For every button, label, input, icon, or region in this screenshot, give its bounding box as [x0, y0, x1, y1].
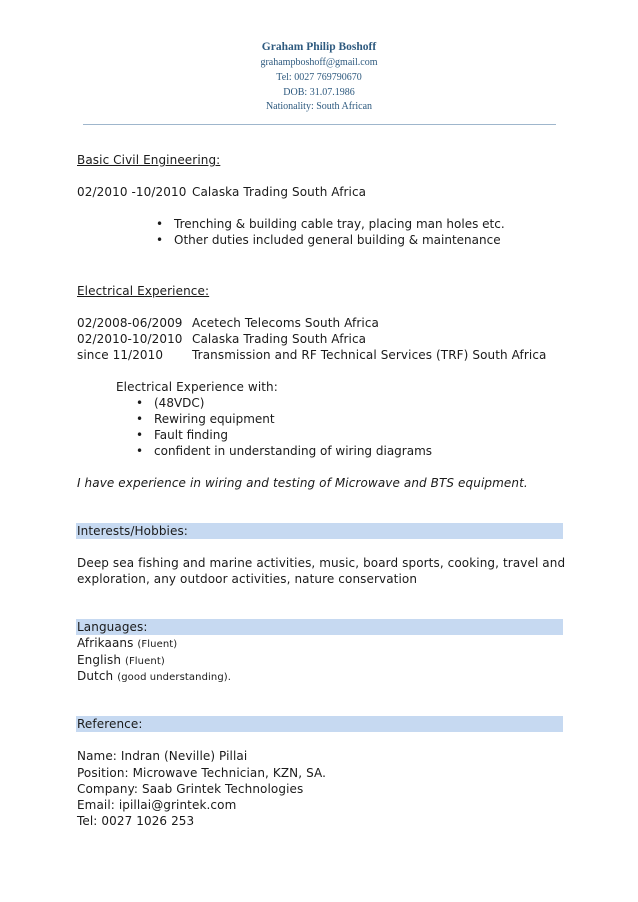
languages-band [76, 619, 563, 635]
interests-heading: Interests/Hobbies: [77, 524, 188, 538]
reference-name: Name: Indran (Neville) Pillai [77, 749, 248, 763]
electrical-statement: I have experience in wiring and testing of Microwave and BTS equipment. [77, 476, 528, 490]
reference-email: Email: ipillai@grintek.com [77, 798, 237, 812]
candidate-nationality: Nationality: South African [265, 101, 373, 112]
interests-line-1: Deep sea fishing and marine activities, music, board sports, cooking, travel and [77, 556, 566, 570]
candidate-tel: Tel: 0027 769790670 [276, 72, 362, 83]
language-level: (Fluent) [137, 639, 178, 650]
language-level: (Fluent) [124, 656, 165, 667]
electrical-with-item-3: • Fault finding [154, 428, 228, 442]
electrical-with-item-1: • (48VDC) [154, 396, 204, 410]
candidate-dob: DOB: 31.07.1986 [283, 87, 355, 98]
job-company-2: Calaska Trading South Africa [192, 332, 367, 346]
candidate-name: Graham Philip Boshoff [261, 41, 377, 53]
civil-heading: Basic Civil Engineering: [77, 153, 221, 167]
languages-heading: Languages: [77, 620, 148, 634]
civil-company: Calaska Trading South Africa [192, 185, 367, 199]
job-company-3: Transmission and RF Technical Services (TRF) South Africa [192, 348, 547, 362]
header-divider [83, 124, 556, 125]
job-period-1: 02/2008-06/2009 [77, 316, 183, 330]
language-row-2 [77, 653, 165, 667]
language-name: Afrikaans [77, 636, 134, 650]
job-period-3: since 11/2010 [77, 348, 164, 362]
reference-band [76, 716, 563, 732]
electrical-with-heading: Electrical Experience with: [116, 380, 278, 394]
language-level: (good understanding). [117, 672, 232, 683]
electrical-with-item-4: • confident in understanding of wiring diagrams [154, 444, 432, 458]
language-row-3 [77, 669, 231, 683]
candidate-email: grahampboshoff@gmail.com [260, 57, 378, 68]
language-name: English [77, 653, 122, 667]
language-name: Dutch [77, 669, 114, 683]
civil-bullet-1: • Trenching & building cable tray, placing man holes etc. [174, 217, 505, 231]
interests-line-2: exploration, any outdoor activities, nature conservation [77, 572, 418, 586]
civil-bullet-2: • Other duties included general building & maintenance [174, 233, 501, 247]
electrical-with-item-2: • Rewiring equipment [154, 412, 275, 426]
reference-company: Company: Saab Grintek Technologies [77, 782, 304, 796]
job-period-2: 02/2010-10/2010 [77, 332, 183, 346]
reference-position: Position: Microwave Technician, KZN, SA. [77, 766, 327, 780]
electrical-heading: Electrical Experience: [77, 284, 210, 298]
reference-heading: Reference: [77, 717, 143, 731]
language-row-1 [77, 636, 177, 650]
reference-tel: Tel: 0027 1026 253 [77, 814, 195, 828]
job-company-1: Acetech Telecoms South Africa [192, 316, 379, 330]
civil-period: 02/2010 -10/2010 [77, 185, 187, 199]
